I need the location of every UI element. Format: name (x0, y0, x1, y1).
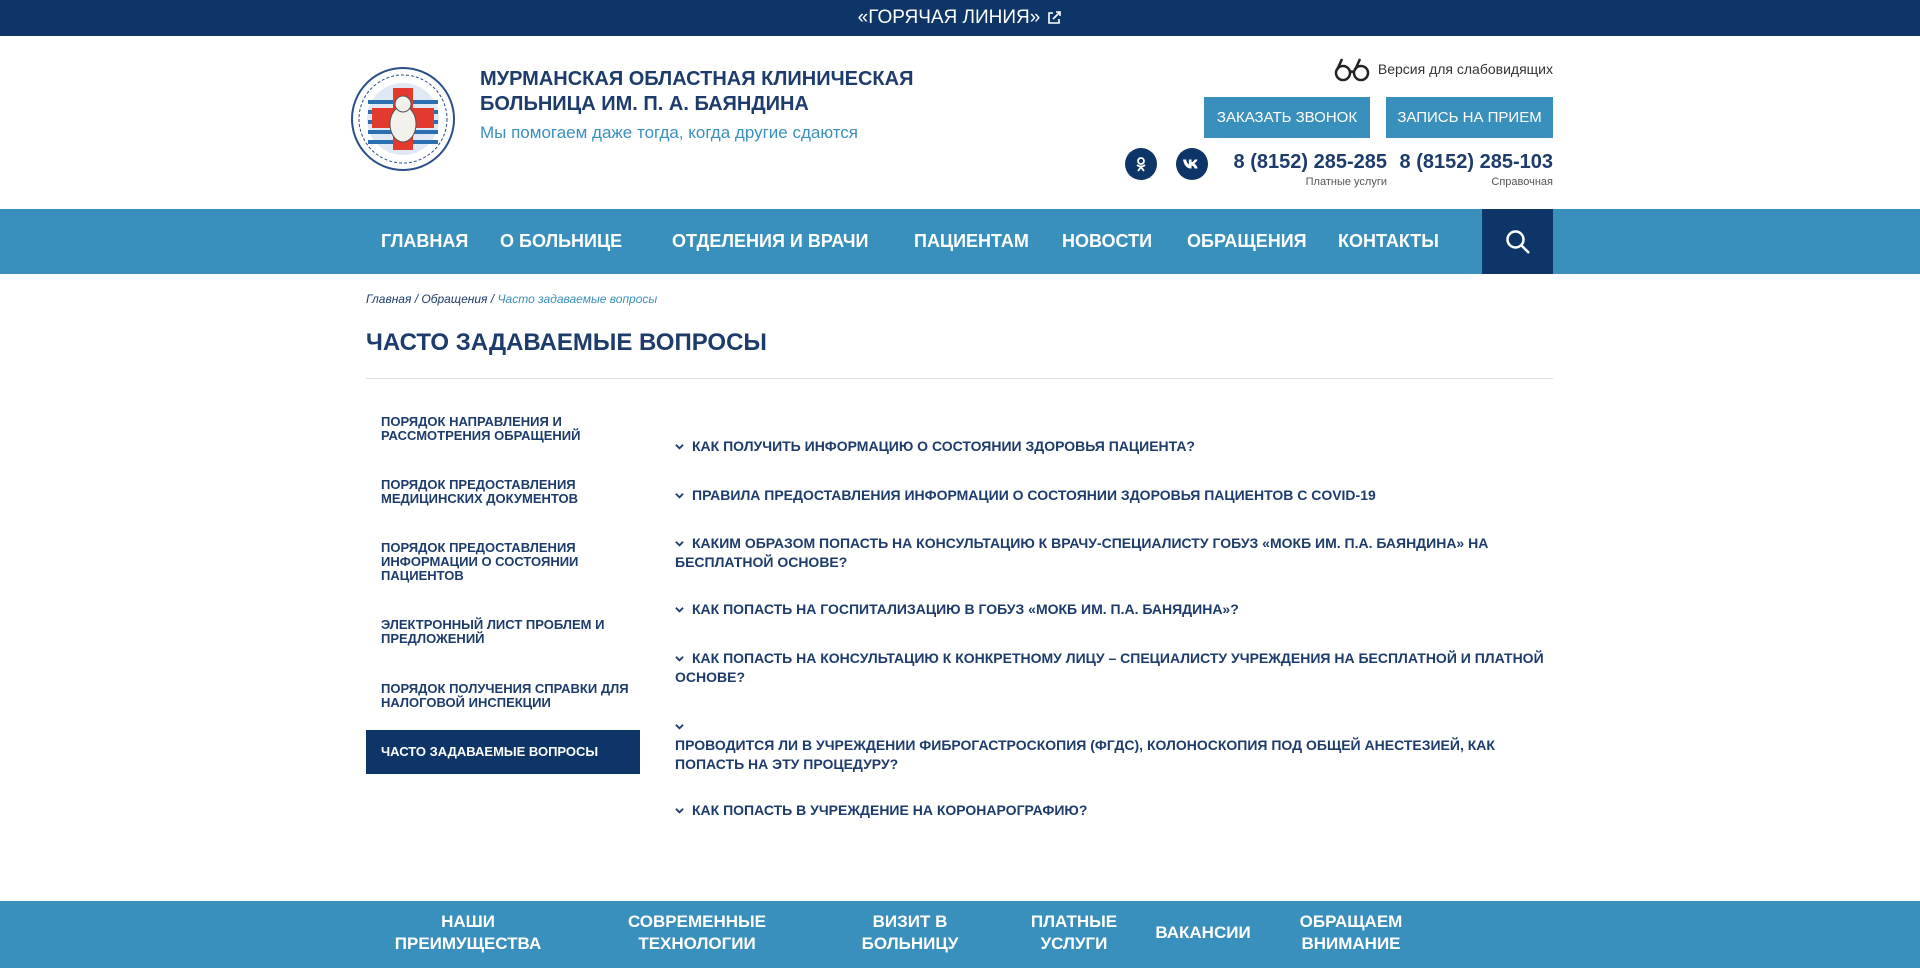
faq-item[interactable] (675, 717, 1545, 774)
hotline-bar[interactable] (0, 0, 1920, 36)
sidebar-item-faq[interactable]: ЧАСТО ЗАДАВАЕМЫЕ ВОПРОСЫ (366, 730, 640, 774)
sidebar-item-patient-info[interactable]: ПОРЯДОК ПРЕДОСТАВЛЕНИЯ ИНФОРМАЦИИ О СОСТОЯНИИ ПАЦИЕНТОВ (381, 540, 579, 583)
sidebar-item-tax-certificate[interactable]: ПОРЯДОК ПОЛУЧЕНИЯ СПРАВКИ ДЛЯ НАЛОГОВОЙ ИНСПЕКЦИИ (381, 681, 629, 710)
phone-paid-services[interactable] (1234, 151, 1387, 188)
faq-question: ПРАВИЛА ПРЕДОСТАВЛЕНИЯ ИНФОРМАЦИИ О СОСТОЯНИИ ЗДОРОВЬЯ ПАЦИЕНТОВ С COVID-19 (692, 487, 1376, 503)
faq-question: ПРОВОДИТСЯ ЛИ В УЧРЕЖДЕНИИ ФИБРОГАСТРОСКОПИЯ (ФГДС), КОЛОНОСКОПИЯ ПОД ОБЩЕЙ АНЕСТЕЗИЕЙ, КАК ПОПАСТЬ НА ЭТУ ПРОЦЕДУРУ? (675, 737, 1495, 772)
external-link-icon (1046, 10, 1062, 26)
divider (366, 378, 1553, 379)
vk-icon[interactable] (1176, 148, 1208, 180)
faq-item[interactable] (675, 534, 1545, 572)
nav-item-departments[interactable]: ОТДЕЛЕНИЯ И ВРАЧИ (672, 231, 869, 251)
hospital-logo[interactable] (350, 66, 456, 172)
nav-item-news[interactable]: НОВОСТИ (1062, 231, 1153, 251)
page-title: ЧАСТО ЗАДАВАЕМЫЕ ВОПРОСЫ (366, 329, 767, 356)
faq-question: КАКИМ ОБРАЗОМ ПОПАСТЬ НА КОНСУЛЬТАЦИЮ К ВРАЧУ-СПЕЦИАЛИСТУ ГОБУЗ «МОКБ ИМ. П.А. БАЯНДИНА» НА БЕСПЛАТНОЙ ОСНОВЕ? (675, 535, 1489, 570)
phone-reference[interactable] (1400, 151, 1553, 188)
faq-question: КАК ПОЛУЧИТЬ ИНФОРМАЦИЮ О СОСТОЯНИИ ЗДОРОВЬЯ ПАЦИЕНТА? (692, 438, 1195, 454)
breadcrumb: Главная / Обращения / Часто задаваемые вопросы (366, 292, 658, 306)
breadcrumb-home[interactable]: Главная (366, 292, 412, 306)
chevron-down-icon (675, 605, 684, 614)
odnoklassniki-icon[interactable] (1125, 148, 1157, 180)
nav-item-home[interactable]: ГЛАВНАЯ (381, 231, 469, 251)
footer-item-attention[interactable]: ОБРАЩАЕМ ВНИМАНИЕ (1299, 912, 1403, 953)
faq-question: КАК ПОПАСТЬ НА ГОСПИТАЛИЗАЦИЮ В ГОБУЗ «МОКБ ИМ. П.А. БАНЯДИНА»? (692, 601, 1239, 617)
breadcrumb-current: Часто задаваемые вопросы (497, 292, 658, 306)
faq-question: КАК ПОПАСТЬ НА КОНСУЛЬТАЦИЮ К КОНКРЕТНОМУ ЛИЦУ – СПЕЦИАЛИСТУ УЧРЕЖДЕНИЯ НА БЕСПЛАТНОЙ И ПЛАТНОЙ ОСНОВЕ? (675, 650, 1544, 685)
search-button[interactable] (1482, 209, 1553, 274)
footer-item-advantages[interactable]: НАШИ ПРЕИМУЩЕСТВА (394, 912, 542, 953)
footer-item-visit[interactable]: ВИЗИТ В БОЛЬНИЦУ (861, 912, 959, 953)
slogan: Мы помогаем даже тогда, когда другие сдаются (480, 123, 859, 142)
sidebar-item-appeals-procedure[interactable]: ПОРЯДОК НАПРАВЛЕНИЯ И РАССМОТРЕНИЯ ОБРАЩЕНИЙ (381, 414, 581, 443)
search-icon (1505, 229, 1531, 255)
chevron-down-icon (675, 654, 684, 663)
chevron-down-icon (675, 806, 684, 815)
low-vision-label: Версия для слабовидящих (1377, 61, 1553, 77)
phone-caption: Платные услуги (1305, 176, 1387, 188)
phone-number[interactable]: 8 (8152) 285-103 (1399, 151, 1553, 173)
chevron-down-icon (675, 442, 684, 451)
main-nav (0, 209, 1920, 274)
nav-item-patients[interactable]: ПАЦИЕНТАМ (914, 231, 1029, 251)
faq-question: КАК ПОПАСТЬ В УЧРЕЖДЕНИЕ НА КОРОНАРОГРАФИЮ? (692, 802, 1088, 818)
org-name[interactable]: МУРМАНСКАЯ ОБЛАСТНАЯ КЛИНИЧЕСКАЯ БОЛЬНИЦА ИМ. П. А. БАЯНДИНА (480, 68, 914, 115)
faq-item[interactable] (675, 600, 1545, 619)
faq-item[interactable] (675, 486, 1545, 505)
low-vision-link[interactable] (1334, 55, 1553, 83)
chevron-down-icon (675, 539, 684, 548)
nav-item-appeals[interactable]: ОБРАЩЕНИЯ (1187, 231, 1307, 251)
footer-nav (0, 901, 1920, 968)
footer-item-vacancies[interactable]: ВАКАНСИИ (1155, 923, 1251, 942)
footer-item-technologies[interactable]: СОВРЕМЕННЫЕ ТЕХНОЛОГИИ (627, 912, 767, 953)
faq-item[interactable] (675, 649, 1545, 687)
nav-item-contacts[interactable]: КОНТАКТЫ (1338, 231, 1439, 251)
nav-item-about[interactable]: О БОЛЬНИЦЕ (500, 231, 623, 251)
breadcrumb-appeals[interactable]: Обращения (421, 292, 488, 306)
appointment-button[interactable]: ЗАПИСЬ НА ПРИЕМ (1386, 97, 1553, 138)
order-call-button[interactable]: ЗАКАЗАТЬ ЗВОНОК (1204, 97, 1370, 138)
phone-caption: Справочная (1491, 176, 1553, 188)
hotline-label: «ГОРЯЧАЯ ЛИНИЯ» (857, 7, 1041, 28)
chevron-down-icon (675, 491, 684, 500)
sidebar-item-problems-list[interactable]: ЭЛЕКТРОННЫЙ ЛИСТ ПРОБЛЕМ И ПРЕДЛОЖЕНИЙ (381, 617, 605, 646)
glasses-icon (1334, 55, 1370, 83)
chevron-down-icon (675, 722, 684, 731)
faq-item[interactable] (675, 437, 1545, 456)
faq-item[interactable] (675, 801, 1545, 820)
phone-number[interactable]: 8 (8152) 285-285 (1233, 151, 1387, 173)
footer-item-paid-services[interactable]: ПЛАТНЫЕ УСЛУГИ (1030, 912, 1118, 953)
sidebar-item-medical-documents[interactable]: ПОРЯДОК ПРЕДОСТАВЛЕНИЯ МЕДИЦИНСКИХ ДОКУМЕНТОВ (381, 477, 579, 506)
